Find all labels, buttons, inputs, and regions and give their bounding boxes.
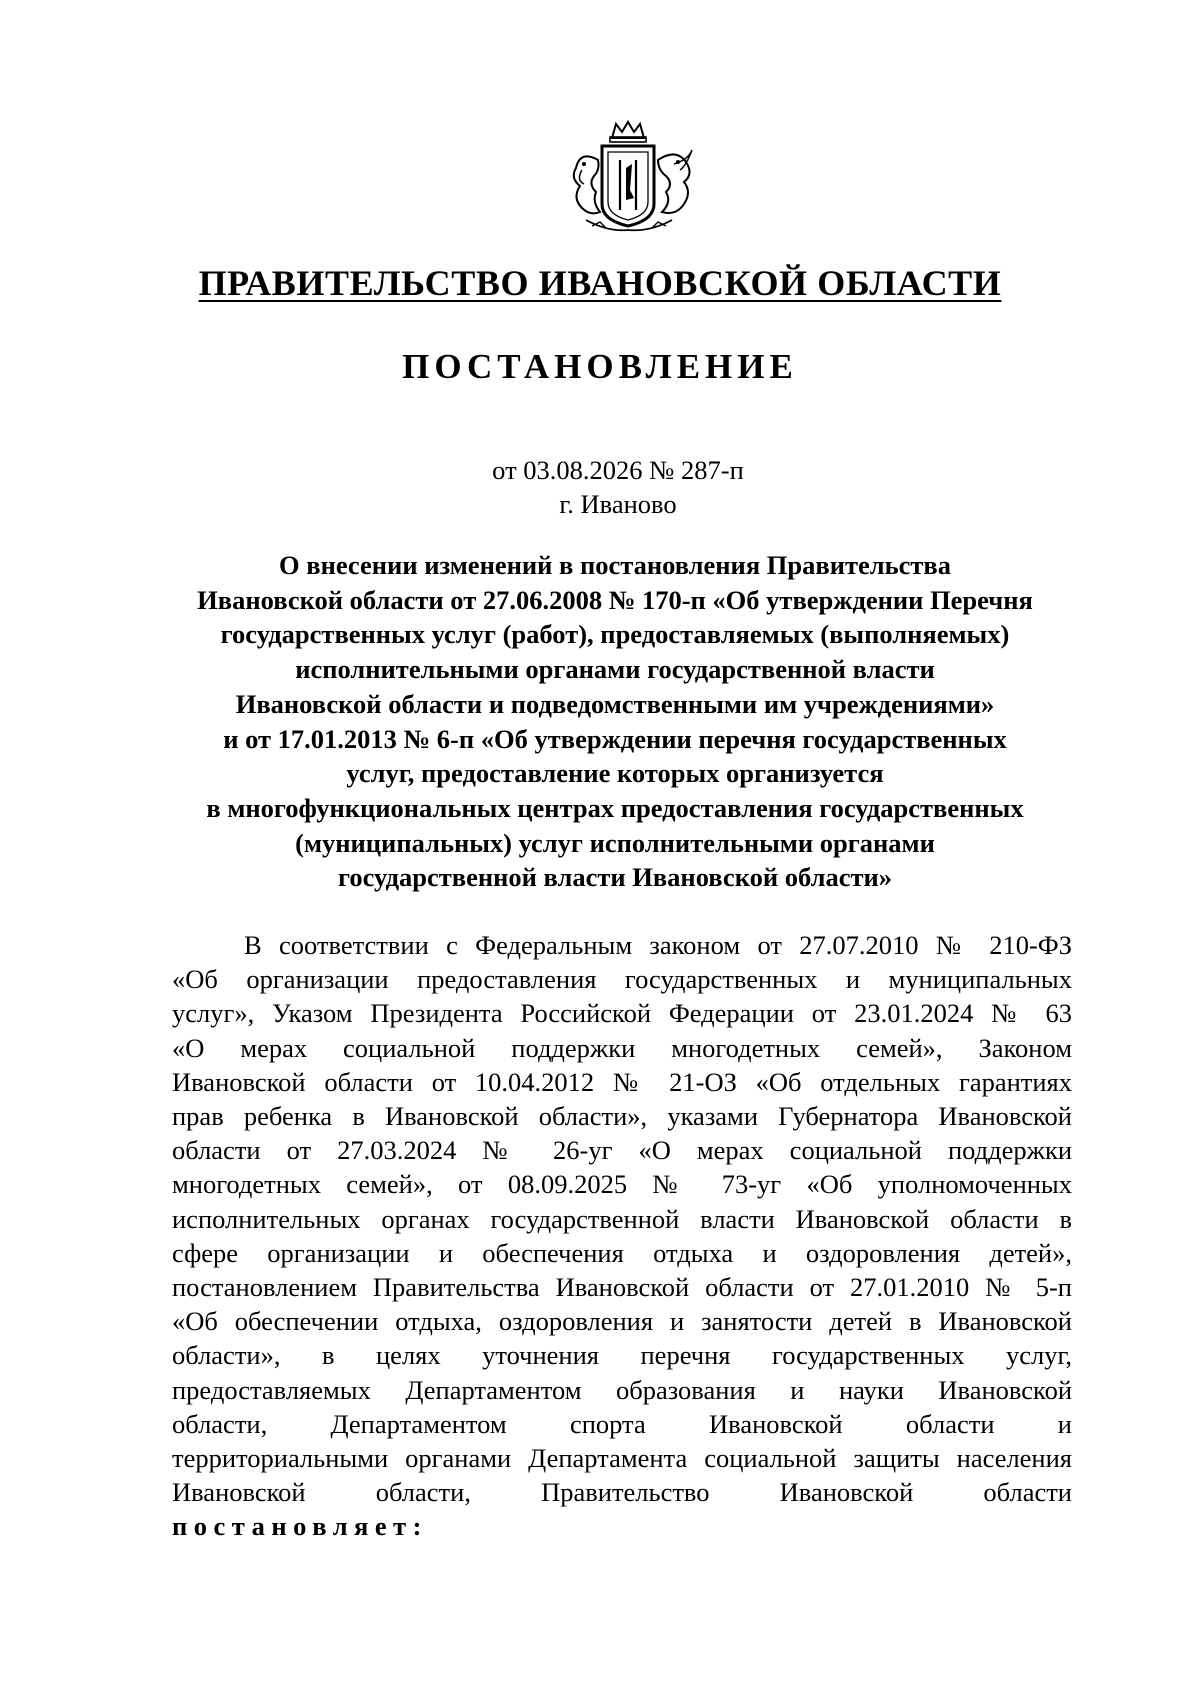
- subject-line: в многофункциональных центрах предоставления государственных: [206, 792, 1024, 823]
- body-line: В соответствии с Федеральным законом от 27.07.2010 № 210-ФЗ: [244, 930, 1072, 960]
- body-line: исполнительных органах государственной власти Ивановской области в: [172, 1203, 1072, 1234]
- decree-word: постановляет:: [172, 1511, 428, 1542]
- body-line: области, Департаментом спорта Ивановской области и: [172, 1408, 1072, 1439]
- government-title: [0, 263, 1200, 303]
- document-subject: [150, 548, 1080, 895]
- body-line: «Об обеспечении отдыха, оздоровления и занятости детей в Ивановской: [172, 1306, 1072, 1337]
- subject-line: исполнительными органами государственной власти: [295, 654, 935, 685]
- subject-line: государственной власти Ивановской области»: [337, 862, 893, 893]
- subject-line: Ивановской области и подведомственными им учреждениями»: [235, 688, 995, 719]
- body-line: сфере организации и обеспечения отдыха и оздоровления детей»,: [172, 1237, 1072, 1268]
- body-line: постановлением Правительства Ивановской области от 27.01.2010 № 5-п: [172, 1272, 1072, 1303]
- body-line: Ивановской области от 10.04.2012 № 21-ОЗ «Об отдельных гарантиях: [172, 1066, 1072, 1097]
- government-title-text: ПРАВИТЕЛЬСТВО ИВАНОВСКОЙ ОБЛАСТИ: [198, 263, 1002, 303]
- body-line: многодетных семей», от 08.09.2025 № 73-уг «Об уполномоченных: [172, 1169, 1072, 1200]
- subject-line: (муниципальных) услуг исполнительными органами: [295, 827, 935, 858]
- body-paragraph: [172, 928, 1072, 1544]
- body-line: «Об организации предоставления государственных и муниципальных: [172, 964, 1072, 995]
- coat-of-arms-icon: [562, 120, 702, 240]
- subject-line: государственных услуг (работ), предоставляемых (выполняемых): [220, 619, 1010, 650]
- document-meta: [0, 453, 1200, 521]
- body-line: прав ребенка в Ивановской области», указами Губернатора Ивановской: [172, 1101, 1072, 1132]
- document-type: ПОСТАНОВЛЕНИЕ: [402, 347, 798, 386]
- subject-line: услуг, предоставление которых организуется: [346, 758, 884, 789]
- body-line: Ивановской области, Правительство Ивановской области: [172, 1477, 1072, 1508]
- body-line: «О мерах социальной поддержки многодетных семей», Законом: [172, 1032, 1072, 1063]
- body-line: территориальными органами Департамента социальной защиты населения: [172, 1443, 1072, 1474]
- date-number: от 03.08.2026 № 287-п: [492, 455, 744, 485]
- city: г. Иваново: [559, 489, 677, 519]
- body-line: предоставляемых Департаментом образования и науки Ивановской: [172, 1374, 1072, 1405]
- subject-line: Ивановской области от 27.06.2008 № 170-п «Об утверждении Перечня: [197, 584, 1033, 615]
- body-line: области», в целях уточнения перечня государственных услуг,: [172, 1340, 1072, 1371]
- subject-line: О внесении изменений в постановления Правительства: [279, 550, 951, 580]
- body-line: услуг», Указом Президента Российской Федерации от 23.01.2024 № 63: [172, 998, 1072, 1029]
- body-line: области от 27.03.2024 № 26-уг «О мерах социальной поддержки: [172, 1135, 1072, 1166]
- subject-line: и от 17.01.2013 № 6-п «Об утверждении перечня государственных: [223, 723, 1007, 754]
